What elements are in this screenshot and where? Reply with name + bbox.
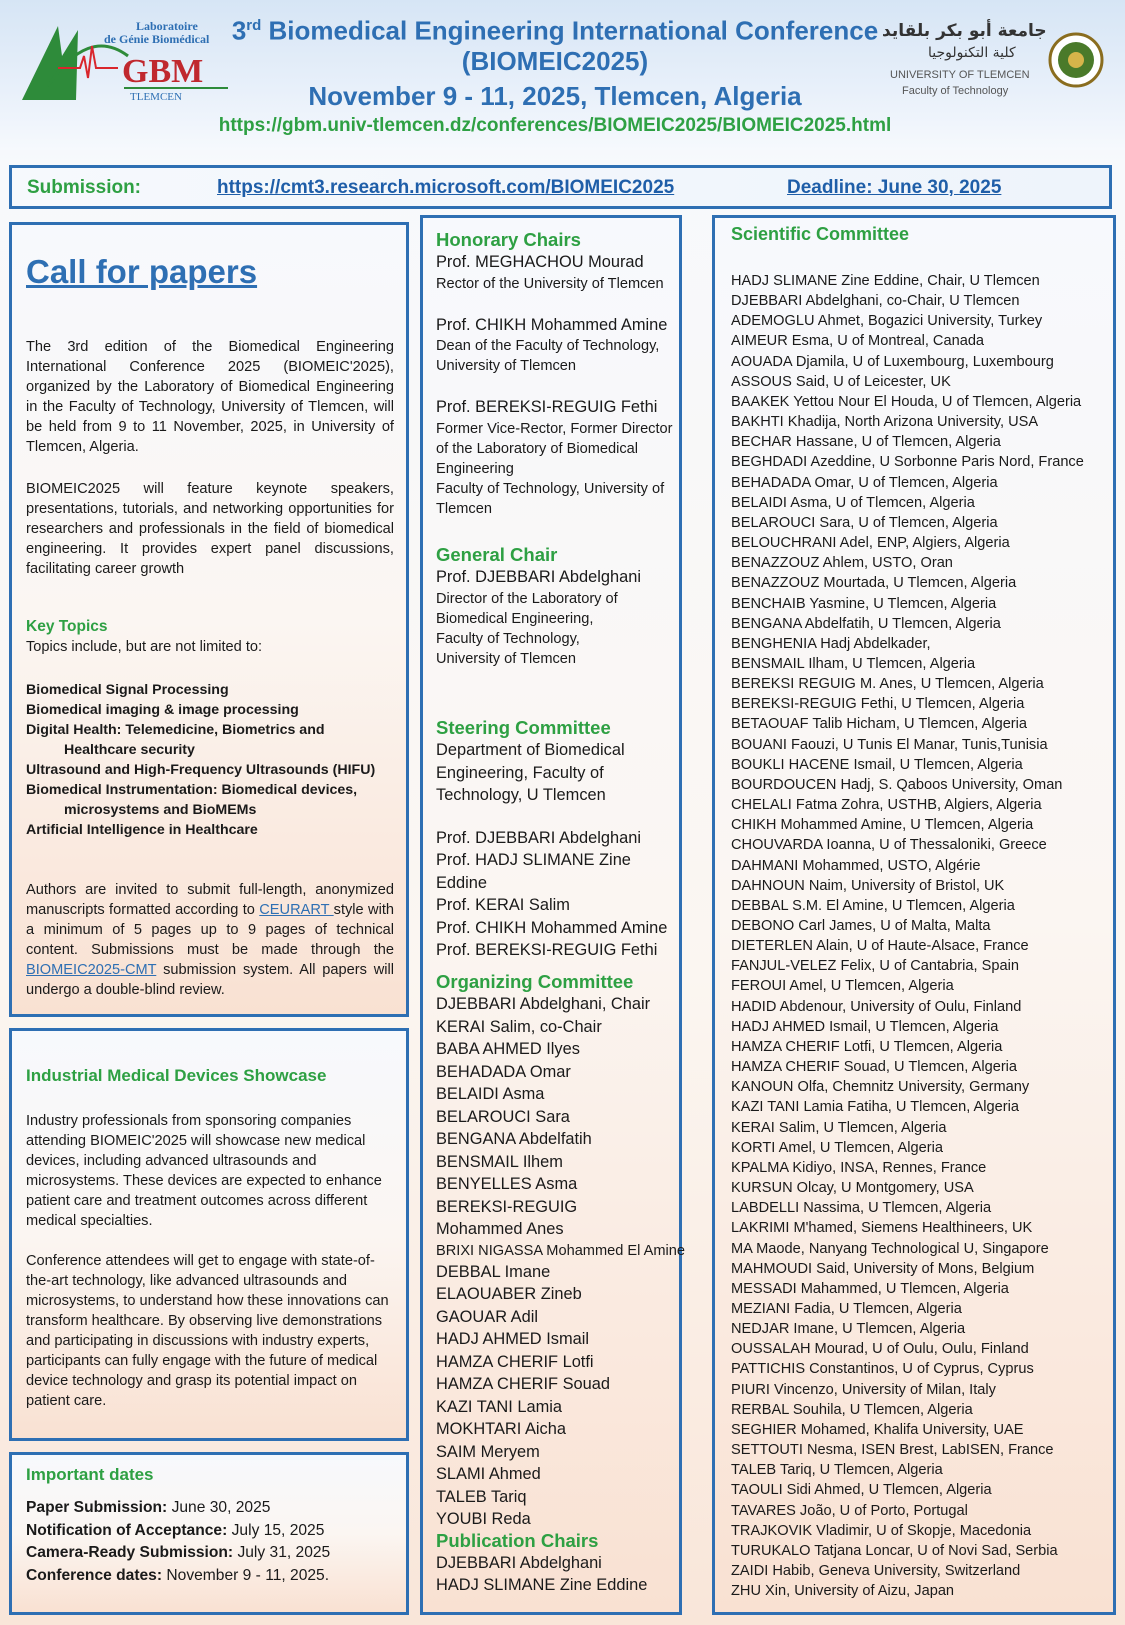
topic-item: Digital Health: Telemedicine, Biometrics and Healthcare security bbox=[26, 722, 325, 758]
steering-members bbox=[436, 827, 680, 962]
cfp-intro: The 3rd edition of the Biomedical Engineering International Conference 2025 (BIOMEIC'2025), organized by the Laboratory of Biomedical Engineering in the Faculty of Technology, University of Tlemcen, will be held from 9 to 11 November, 2025, in University of Tlemcen, Algeria. bbox=[26, 339, 394, 455]
topic-item: Biomedical Signal Processing bbox=[26, 682, 229, 698]
scientific-member: TAVARES João, U of Porto, Portugal bbox=[731, 1502, 968, 1519]
steering-heading: Steering Committee bbox=[436, 717, 611, 738]
industrial-showcase-panel bbox=[9, 1028, 409, 1441]
scientific-member: BENAZZOUZ Mourtada, U Tlemcen, Algeria bbox=[731, 575, 1017, 592]
organizing-heading: Organizing Committee bbox=[436, 971, 634, 992]
scientific-member: DAHNOUN Naim, University of Bristol, UK bbox=[731, 877, 1005, 894]
university-logo bbox=[880, 14, 1105, 104]
topics-list bbox=[26, 680, 401, 840]
general-chair-role: Director of the Laboratory of Biomedical Engineering, Faculty of Technology, University of Tlemcen bbox=[436, 590, 618, 667]
scientific-member: BECHAR Hassane, U of Tlemcen, Algeria bbox=[731, 434, 1001, 451]
important-dates-panel bbox=[9, 1452, 409, 1615]
industrial-para-2: Conference attendees will get to engage with state-of-the-art technology, like advanced ultrasounds and microsystems, to understand how these innovations can transform healthcare. By observing live demonstrations and participating in discussions with industry experts, participants can fully engage with the future of medical device technology and grasp its potential impact on patient care. bbox=[26, 1253, 389, 1409]
scientific-member: ZHU Xin, University of Aizu, Japan bbox=[731, 1583, 955, 1600]
uni-name: UNIVERSITY OF TLEMCEN bbox=[890, 69, 1030, 81]
scientific-member: NEDJAR Imane, U Tlemcen, Algeria bbox=[731, 1321, 966, 1338]
steering-dept: Department of Biomedical Engineering, Faculty of Technology, U Tlemcen bbox=[436, 741, 625, 804]
scientific-member: BELAIDI Asma, U of Tlemcen, Algeria bbox=[731, 494, 975, 511]
honorary-role: Rector of the University of Tlemcen bbox=[436, 275, 664, 292]
honorary-name: Prof. MEGHACHOU Mourad bbox=[436, 253, 644, 271]
organizing-member: BENGANA Abdelfatih bbox=[436, 1130, 592, 1148]
scientific-member: ADEMOGLU Ahmet, Bogazici University, Turkey bbox=[731, 313, 1043, 330]
topic-item: Biomedical imaging & image processing bbox=[26, 702, 299, 718]
honorary-role: Former Vice-Rector, Former Director of the Laboratory of Biomedical Engineering bbox=[436, 420, 673, 477]
scientific-member: DEBBAL S.M. El Amine, U Tlemcen, Algeria bbox=[731, 897, 1015, 914]
conference-title: 3rd Biomedical Engineering International Conference bbox=[231, 15, 879, 46]
scientific-member: MA Maode, Nanyang Technological U, Singapore bbox=[731, 1240, 1049, 1257]
steering-member: Prof. KERAI Salim bbox=[436, 896, 570, 914]
steering-member: Prof. CHIKH Mohammed Amine bbox=[436, 918, 668, 937]
publication-heading: Publication Chairs bbox=[436, 1529, 599, 1551]
industrial-heading: Industrial Medical Devices Showcase bbox=[26, 1066, 327, 1085]
scientific-member: KANOUN Olfa, Chemnitz University, Germany bbox=[731, 1079, 1030, 1096]
scientific-member: RERBAL Souhila, U Tlemcen, Algeria bbox=[731, 1401, 973, 1418]
scientific-member: TALEB Tariq, U Tlemcen, Algeria bbox=[731, 1462, 943, 1479]
honorary-heading: Honorary Chairs bbox=[436, 229, 581, 250]
scientific-member: BELAROUCI Sara, U of Tlemcen, Algeria bbox=[731, 514, 998, 531]
scientific-member: CHIKH Mohammed Amine, U Tlemcen, Algeria bbox=[731, 817, 1034, 834]
scientific-member: CHOUVARDA Ioanna, U of Thessaloniki, Greece bbox=[731, 837, 1047, 854]
publication-member: DJEBBARI Abdelghani bbox=[436, 1553, 602, 1572]
faculty-name: Faculty of Technology bbox=[902, 85, 1009, 97]
organizing-member: HADJ AHMED Ismail bbox=[436, 1330, 589, 1348]
cmt-link[interactable]: BIOMEIC2025-CMT bbox=[26, 962, 157, 978]
scientific-member: BAAKEK Yettou Nour El Houda, U of Tlemcen, Algeria bbox=[731, 393, 1082, 410]
organizing-member: ELAOUABER Zineb bbox=[436, 1285, 582, 1303]
scientific-member: KPALMA Kidiyo, INSA, Rennes, France bbox=[731, 1159, 987, 1176]
organizing-member: BRIXI NIGASSA Mohammed El Amine bbox=[436, 1242, 685, 1259]
steering-committee-section bbox=[436, 716, 680, 962]
scientific-member: DIETERLEN Alain, U of Haute-Alsace, France bbox=[731, 938, 1029, 955]
scientific-member: HAMZA CHERIF Souad, U Tlemcen, Algeria bbox=[731, 1059, 1018, 1076]
scientific-member: BOUKLI HACENE Ismail, U Tlemcen, Algeria bbox=[731, 756, 1023, 773]
honorary-role: Dean of the Faculty of Technology, University of Tlemcen bbox=[436, 338, 660, 374]
scientific-member: MAHMOUDI Said, University of Mons, Belgium bbox=[731, 1260, 1035, 1277]
scientific-member: OUSSALAH Mourad, U of Oulu, Oulu, Finland bbox=[731, 1341, 1029, 1358]
scientific-member: BETAOUAF Talib Hicham, U Tlemcen, Algeria bbox=[731, 716, 1028, 733]
scientific-member: BOUANI Faouzi, U Tunis El Manar, Tunis,Tunisia bbox=[731, 736, 1048, 753]
steering-member: Prof. BEREKSI-REGUIG Fethi bbox=[436, 941, 658, 959]
organizing-member: GAOUAR Adil bbox=[436, 1307, 539, 1326]
industrial-para-1: Industry professionals from sponsoring companies attending BIOMEIC'2025 will showcase new medical devices, including advanced ultrasounds and microsystems. These devices are expected to enhance patient care and treatment outcomes across different medical specialties. bbox=[26, 1113, 382, 1229]
logo-city: TLEMCEN bbox=[130, 91, 182, 103]
scientific-member: BAKHTI Khadija, North Arizona University, USA bbox=[731, 414, 1039, 431]
organizing-member: MOKHTARI Aicha bbox=[436, 1420, 566, 1438]
organizing-member: BABA AHMED Ilyes bbox=[436, 1040, 580, 1058]
faculty-arabic-name: كلية التكنولوجيا bbox=[928, 45, 1016, 61]
dates-list bbox=[26, 1497, 330, 1587]
organizing-member: DJEBBARI Abdelghani, Chair bbox=[436, 995, 651, 1013]
conference-dates-place: November 9 - 11, 2025, Tlemcen, Algeria bbox=[308, 81, 802, 111]
conference-acronym: (BIOMEIC2025) bbox=[461, 46, 649, 76]
organizing-member: KERAI Salim, co-Chair bbox=[436, 1017, 602, 1036]
conference-website-link[interactable]: https://gbm.univ-tlemcen.dz/conferences/BIOMEIC2025/BIOMEIC2025.html bbox=[218, 115, 892, 136]
scientific-committee-panel bbox=[712, 215, 1116, 1615]
key-topics-heading: Key Topics bbox=[26, 618, 108, 635]
organizing-member: BELAROUCI Sara bbox=[436, 1107, 570, 1126]
logo-line1: Laboratoire bbox=[136, 19, 198, 33]
cfp-features: BIOMEIC2025 will feature keynote speakers, presentations, tutorials, and networking opportunities for researchers and professionals in the field of biomedical engineering. It provides expert panel discussions, facilitating career growth bbox=[26, 481, 394, 577]
scientific-member: HADJ AHMED Ismail, U Tlemcen, Algeria bbox=[731, 1018, 999, 1035]
general-chair-name: Prof. DJEBBARI Abdelghani bbox=[436, 568, 641, 586]
scientific-member: SEGHIER Mohamed, Khalifa University, UAE bbox=[731, 1421, 1024, 1438]
scientific-member: KERAI Salim, U Tlemcen, Algeria bbox=[731, 1119, 947, 1136]
date-item: Conference dates: November 9 - 11, 2025. bbox=[26, 1566, 330, 1584]
scientific-member: ASSOUS Said, U of Leicester, UK bbox=[731, 373, 951, 390]
organizing-member: KAZI TANI Lamia bbox=[436, 1397, 563, 1416]
date-item: Camera-Ready Submission: July 31, 2025 bbox=[26, 1544, 331, 1561]
topic-item: Ultrasound and High-Frequency Ultrasounds (HIFU) bbox=[26, 762, 376, 778]
scientific-member: BEREKSI-REGUIG Fethi, U Tlemcen, Algeria bbox=[731, 696, 1025, 713]
organizing-member: SLAMI Ahmed bbox=[436, 1465, 541, 1483]
scientific-member: MESSADI Mahammed, U Tlemcen, Algeria bbox=[731, 1280, 1009, 1297]
date-item: Paper Submission: June 30, 2025 bbox=[26, 1499, 271, 1516]
organizing-committee-section bbox=[436, 970, 685, 1597]
organizing-member: BEHADADA Omar bbox=[436, 1062, 571, 1081]
gbm-lab-logo bbox=[18, 16, 240, 106]
scientific-member: DAHMANI Mohammed, USTO, Algérie bbox=[731, 857, 981, 874]
scientific-member: AIMEUR Esma, U of Montreal, Canada bbox=[731, 333, 985, 350]
publication-members bbox=[436, 1552, 680, 1597]
organizing-member: SAIM Meryem bbox=[436, 1442, 540, 1461]
uni-arabic-name: جامعة أبو بكر بلقايد bbox=[882, 21, 1047, 41]
organizing-member: HAMZA CHERIF Souad bbox=[436, 1375, 610, 1393]
date-item: Notification of Acceptance: July 15, 2025 bbox=[26, 1521, 325, 1539]
organizing-member: HAMZA CHERIF Lotfi bbox=[436, 1352, 594, 1371]
scientific-member: BENAZZOUZ Ahlem, USTO, Oran bbox=[731, 555, 953, 572]
scientific-member: HADID Abdenour, University of Oulu, Finland bbox=[731, 998, 1022, 1015]
scientific-member: MEZIANI Fadia, U Tlemcen, Algeria bbox=[731, 1300, 962, 1317]
scientific-member: PATTICHIS Constantinos, U of Cyprus, Cyprus bbox=[731, 1361, 1034, 1378]
steering-member: Prof. DJEBBARI Abdelghani bbox=[436, 828, 641, 847]
dates-heading: Important dates bbox=[26, 1465, 154, 1484]
organizing-member: BENYELLES Asma bbox=[436, 1175, 578, 1193]
scientific-member: LAKRIMI M'hamed, Siemens Healthineers, UK bbox=[731, 1220, 1033, 1237]
honorary-role: Faculty of Technology, University of Tlemcen bbox=[436, 480, 665, 517]
scientific-member: KAZI TANI Lamia Fatiha, U Tlemcen, Algeria bbox=[731, 1099, 1019, 1116]
scientific-member: BEGHDADI Azeddine, U Sorbonne Paris Nord, France bbox=[731, 454, 1084, 471]
call-for-papers-panel bbox=[9, 222, 409, 1017]
scientific-member: BOURDOUCEN Hadj, S. Qaboos University, Oman bbox=[731, 776, 1063, 793]
organizing-member: BELAIDI Asma bbox=[436, 1085, 545, 1103]
organizing-member: YOUBI Reda bbox=[436, 1510, 531, 1528]
university-seal-icon bbox=[1050, 34, 1102, 86]
scientific-member: FANJUL-VELEZ Felix, U of Cantabria, Spain bbox=[731, 958, 1019, 975]
organizing-members bbox=[436, 993, 685, 1531]
logo-mark: GBM bbox=[122, 53, 204, 90]
scientific-member: ZAIDI Habib, Geneva University, Switzerland bbox=[731, 1563, 1021, 1579]
scientific-member: TRAJKOVIK Vladimir, U of Skopje, Macedonia bbox=[731, 1522, 1032, 1539]
organizing-member: DEBBAL Imane bbox=[436, 1262, 551, 1281]
committees-panel bbox=[420, 215, 685, 1615]
ceurart-link[interactable]: CEURART bbox=[259, 902, 334, 918]
organizing-member: BEREKSI-REGUIG Mohammed Anes bbox=[436, 1197, 578, 1238]
scientific-member: CHELALI Fatma Zohra, USTHB, Algiers, Algeria bbox=[731, 797, 1042, 814]
scientific-member: KORTI Amel, U Tlemcen, Algeria bbox=[731, 1139, 943, 1156]
key-topics-intro: Topics include, but are not limited to: bbox=[26, 639, 263, 655]
scientific-member: TAOULI Sidi Ahmed, U Tlemcen, Algeria bbox=[731, 1482, 992, 1499]
scientific-member: BENGHENIA Hadj Abdelkader, bbox=[731, 635, 931, 652]
scientific-member: FEROUI Amel, U Tlemcen, Algeria bbox=[731, 978, 954, 995]
submission-label: Submission: bbox=[27, 177, 142, 198]
scientific-member: BELOUCHRANI Adel, ENP, Algiers, Algeria bbox=[731, 535, 1010, 552]
scientific-member: SETTOUTI Nesma, ISEN Brest, LabISEN, France bbox=[731, 1442, 1054, 1459]
organizing-member: TALEB Tariq bbox=[436, 1487, 527, 1506]
honorary-name: Prof. CHIKH Mohammed Amine bbox=[436, 315, 668, 334]
scientific-member: DJEBBARI Abdelghani, co-Chair, U Tlemcen bbox=[731, 293, 1020, 310]
scientific-member: KURSUN Olcay, U Montgomery, USA bbox=[731, 1180, 974, 1197]
topic-item: Biomedical Instrumentation: Biomedical devices, microsystems and BioMEMs bbox=[26, 782, 358, 818]
scientific-member: PIURI Vincenzo, University of Milan, Italy bbox=[731, 1381, 996, 1398]
deadline-link[interactable]: Deadline: June 30, 2025 bbox=[787, 177, 1002, 198]
topic-item: Artificial Intelligence in Healthcare bbox=[26, 822, 258, 838]
scientific-heading: Scientific Committee bbox=[731, 224, 910, 244]
scientific-member: DEBONO Carl James, U of Malta, Malta bbox=[731, 918, 991, 934]
honorary-name: Prof. BEREKSI-REGUIG Fethi bbox=[436, 398, 658, 416]
steering-member: Prof. HADJ SLIMANE Zine Eddine bbox=[436, 851, 631, 892]
scientific-member: BEREKSI REGUIG M. Anes, U Tlemcen, Algeria bbox=[731, 676, 1044, 693]
scientific-members bbox=[731, 271, 1111, 1601]
general-heading: General Chair bbox=[436, 544, 558, 565]
scientific-member: BEHADADA Omar, U of Tlemcen, Algeria bbox=[731, 474, 998, 491]
scientific-member: BENGANA Abdelfatih, U Tlemcen, Algeria bbox=[731, 615, 1001, 632]
honorary-chairs-section bbox=[436, 228, 680, 519]
scientific-member: LABDELLI Nassima, U Tlemcen, Algeria bbox=[731, 1200, 992, 1217]
scientific-member: HADJ SLIMANE Zine Eddine, Chair, U Tlemcen bbox=[731, 273, 1040, 289]
cfp-title: Call for papers bbox=[26, 253, 258, 290]
general-chair-section bbox=[436, 543, 680, 669]
submission-link[interactable]: https://cmt3.research.microsoft.com/BIOMEIC2025 bbox=[217, 177, 675, 198]
scientific-member: TURUKALO Tatjana Loncar, U of Novi Sad, Serbia bbox=[731, 1542, 1058, 1559]
publication-member: HADJ SLIMANE Zine Eddine bbox=[436, 1576, 648, 1594]
organizing-member: BENSMAIL Ilhem bbox=[436, 1152, 563, 1171]
scientific-member: BENSMAIL Ilham, U Tlemcen, Algeria bbox=[731, 655, 976, 672]
scientific-member: HAMZA CHERIF Lotfi, U Tlemcen, Algeria bbox=[731, 1038, 1003, 1055]
authors-instructions: Authors are invited to submit full-length, anonymized manuscripts formatted according to CEURART style with a minimum of 5 pages up to 9 pages of technical content. Submissions must be made through the BIOMEIC2025-CMT submission system. All papers will undergo a double-blind review. bbox=[26, 882, 394, 998]
scientific-member: BENCHAIB Yasmine, U Tlemcen, Algeria bbox=[731, 595, 997, 612]
submission-bar bbox=[9, 165, 1112, 209]
scientific-member: AOUADA Djamila, U of Luxembourg, Luxembourg bbox=[731, 353, 1054, 370]
logo-line2: de Génie Biomédical bbox=[104, 32, 210, 46]
